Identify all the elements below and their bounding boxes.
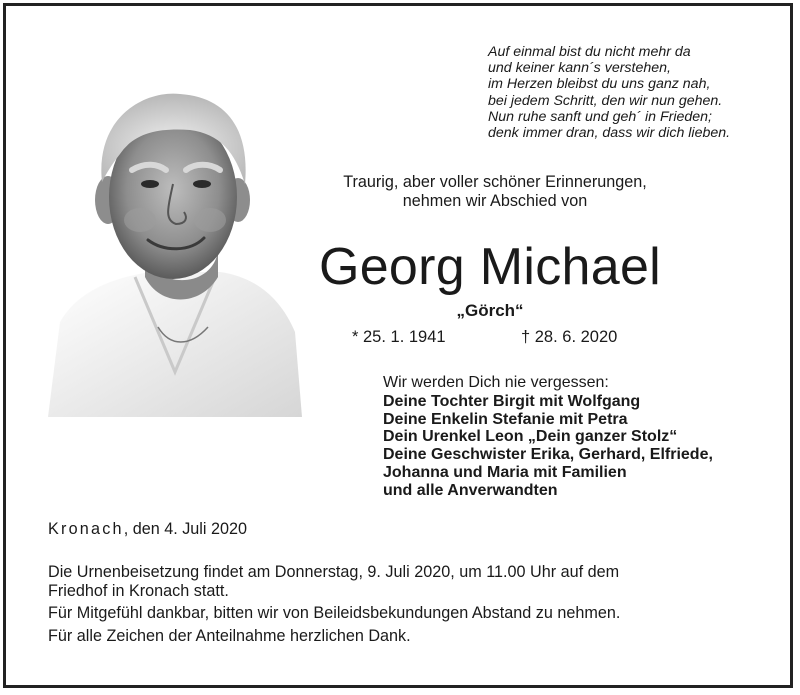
poem-line: und keiner kann´s verstehen, [488, 60, 671, 77]
mourner-entry: Dein Urenkel Leon „Dein ganzer Stolz“ [383, 428, 678, 446]
mourner-entry: Deine Enkelin Stefanie mit Petra [383, 410, 628, 428]
intro-line: Traurig, aber voller schöner Erinnerungen, [343, 173, 647, 191]
poem-line: denk immer dran, dass wir dich lieben. [488, 125, 731, 142]
funeral-notice [48, 563, 768, 646]
mourner-entry: Deine Tochter Birgit mit Wolfgang [383, 392, 641, 410]
mourner-entry: Deine Geschwister Erika, Gerhard, Elfriede, [383, 446, 713, 464]
death-date: † 28. 6. 2020 [521, 328, 618, 346]
place-date: , den 4. Juli 2020 [123, 520, 247, 538]
memorial-poem [488, 44, 778, 141]
thanks-line: Für alle Zeichen der Anteilnahme herzlichen Dank. [48, 626, 411, 645]
deceased-nickname: „Görch“ [456, 301, 524, 320]
place-city: Kronach [48, 520, 124, 538]
mourners-lead: Wir werden Dich nie vergessen: [383, 374, 609, 391]
poem-line: Nun ruhe sanft und geh´ in Frieden; [488, 108, 712, 125]
burial-line: Die Urnenbeisetzung findet am Donnerstag, 9. Juli 2020, um 11.00 Uhr auf dem [48, 563, 620, 581]
mourner-entry: und alle Anverwandten [383, 481, 558, 499]
poem-line: im Herzen bleibst du uns ganz nah, [488, 76, 711, 93]
place-and-date [48, 520, 247, 539]
birth-date: * 25. 1. 1941 [352, 328, 446, 346]
deceased-name: Georg Michael [318, 238, 662, 296]
poem-line: Auf einmal bist du nicht mehr da [488, 44, 691, 60]
intro-text [300, 173, 690, 211]
portrait-photo [40, 72, 310, 422]
intro-line: nehmen wir Abschied von [402, 192, 588, 210]
condolence-line: Für Mitgefühl dankbar, bitten wir von Beileidsbekundungen Abstand zu nehmen. [48, 604, 621, 623]
burial-line: Friedhof in Kronach statt. [48, 582, 229, 601]
mourner-entry: Johanna und Maria mit Familien [383, 463, 627, 481]
poem-line: bei jedem Schritt, den wir nun gehen. [488, 92, 723, 109]
mourners-list [383, 374, 713, 500]
